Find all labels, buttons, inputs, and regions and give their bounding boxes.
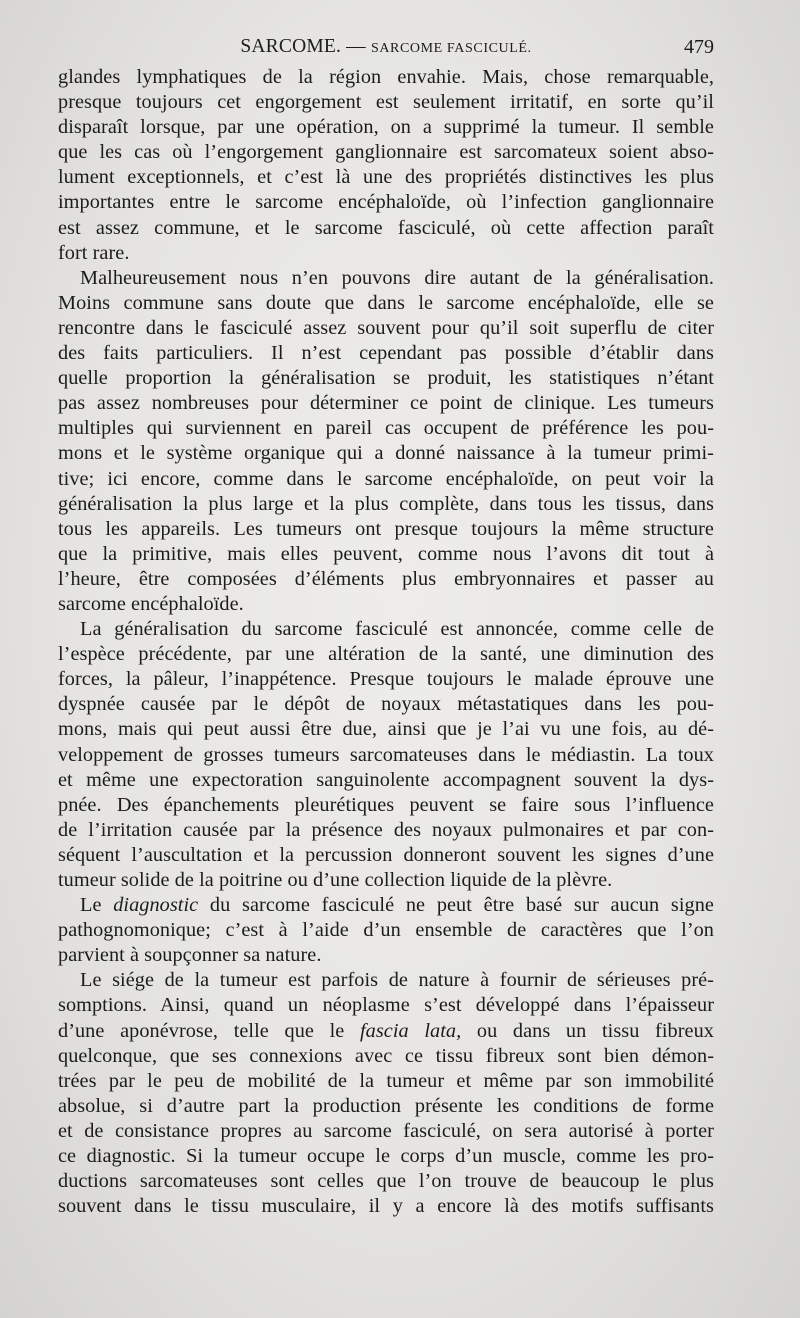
text-line: ductions sarcomateuses sont celles que l’on trouve de beaucoup le plus (58, 1170, 714, 1193)
text-line (58, 893, 714, 918)
text-line: forces, la pâleur, l’inappétence. Presque toujours le malade éprouve une (58, 668, 714, 691)
text-line: que la primitive, mais elles peuvent, comme nous l’avons dit tout à (58, 542, 714, 565)
text-line: disparaît lorsque, par une opération, on a supprimé la tumeur. Il semble (58, 116, 714, 139)
text-line: mons, mais qui peut aussi être due, ainsi que je l’ai vu une fois, au dé- (58, 718, 714, 741)
text-line: pnée. Des épanchements pleurétiques peuvent se faire sous l’influence (58, 793, 714, 816)
text-line: est assez commune, et le sarcome fasciculé, où cette affection paraît (58, 216, 714, 239)
text-line: des faits particuliers. Il n’est cependant pas possible d’établir dans (58, 342, 714, 365)
text-line: trées par le peu de mobilité de la tumeur et même par son immobilité (58, 1069, 714, 1092)
text-line: veloppement de grosses tumeurs sarcomateuses dans le médiastin. La toux (58, 743, 714, 766)
text-line (58, 1019, 714, 1044)
text-line: sarcome encéphaloïde. (58, 592, 244, 615)
text-fragment: du sarcome fasciculé ne peut être basé sur aucun signe (198, 894, 714, 917)
text-fragment: d’une aponévrose, telle que le (58, 1019, 360, 1042)
text-line: mons et le système organique qui a donné naissance à la tumeur primi- (58, 442, 714, 465)
text-line: souvent dans le tissu musculaire, il y a encore là des motifs suffisants (58, 1195, 714, 1218)
italic-term-fascia-lata: fascia lata, (359, 1019, 462, 1042)
text-line: parvient à soupçonner sa nature. (58, 944, 322, 967)
text-line: Malheureusement nous n’en pouvons dire autant de la généralisation. (80, 266, 714, 289)
page-number: 479 (684, 36, 714, 58)
text-line: pas assez nombreuses pour déterminer ce point de clinique. Les tumeurs (58, 392, 714, 415)
text-fragment: ou dans un tissu fibreux (461, 1019, 714, 1042)
text-line: pathognomonique; c’est à l’aide d’un ensemble de caractères que l’on (58, 919, 714, 942)
text-line: de l’irritation causée par la présence des noyaux pulmonaires et par con- (58, 818, 714, 841)
text-line: rencontre dans le fasciculé assez souvent pour qu’il soit superflu de citer (58, 316, 714, 339)
text-line: et même une expectoration sanguinolente accompagnent souvent la dys- (58, 768, 714, 791)
text-line: dyspnée causée par le dépôt de noyaux métastatiques dans les pou- (58, 693, 714, 716)
running-title (58, 33, 714, 63)
text-line: que les cas où l’engorgement ganglionnaire est sarcomateux soient abso- (58, 141, 714, 164)
italic-term-diagnostic: diagnostic (113, 894, 199, 917)
text-line: glandes lymphatiques de la région envahie. Mais, chose remarquable, (58, 66, 714, 88)
running-header (58, 33, 714, 61)
text-line: somptions. Ainsi, quand un néoplasme s’est développé dans l’épaisseur (58, 994, 714, 1017)
text-line: tive; ici encore, comme dans le sarcome encéphaloïde, on peut voir la (58, 467, 714, 490)
text-line: quelconque, que ses connexions avec ce tissu fibreux sont bien démon- (58, 1044, 714, 1067)
text-line: ce diagnostic. Si la tumeur occupe le corps d’un muscle, comme les pro- (58, 1145, 714, 1168)
running-title-section: SARCOME FASCICULÉ. (370, 41, 532, 56)
text-line: Le siége de la tumeur est parfois de nature à fournir de sérieuses pré- (80, 969, 714, 992)
body-text (58, 65, 714, 1219)
text-line: tous les appareils. Les tumeurs ont presque toujours la même structure (58, 517, 714, 540)
text-line: fort rare. (58, 241, 130, 264)
text-line: presque toujours cet engorgement est seulement irritatif, en sorte qu’il (58, 91, 714, 114)
running-title-main: SARCOME. — (240, 36, 371, 57)
text-line: et de consistance propres au sarcome fasciculé, on sera autorisé à porter (58, 1119, 714, 1142)
text-line: La généralisation du sarcome fasciculé est annoncée, comme celle de (80, 618, 714, 641)
text-line: multiples qui surviennent en pareil cas occupent de préférence les pou- (58, 417, 714, 440)
text-line: importantes entre le sarcome encéphaloïde, où l’infection ganglionnaire (58, 191, 714, 214)
text-line: l’heure, être composées d’éléments plus embryonnaires et passer au (58, 567, 714, 590)
text-fragment: Le (80, 894, 114, 917)
text-line: quelle proportion la généralisation se produit, les statistiques n’étant (58, 367, 714, 390)
text-line: généralisation la plus large et la plus complète, dans tous les tissus, dans (58, 492, 714, 515)
text-line: lument exceptionnels, et c’est là une des propriétés distinctives les plus (58, 166, 714, 189)
text-line: absolue, si d’autre part la production présente les conditions de forme (58, 1094, 714, 1117)
text-line: Moins commune sans doute que dans le sarcome encéphaloïde, elle se (58, 291, 714, 314)
text-line: tumeur solide de la poitrine ou d’une collection liquide de la plèvre. (58, 869, 613, 891)
text-line: séquent l’auscultation et la percussion donneront souvent les signes d’une (58, 843, 714, 866)
text-line: l’espèce précédente, par une altération de la santé, une diminution des (58, 643, 714, 666)
